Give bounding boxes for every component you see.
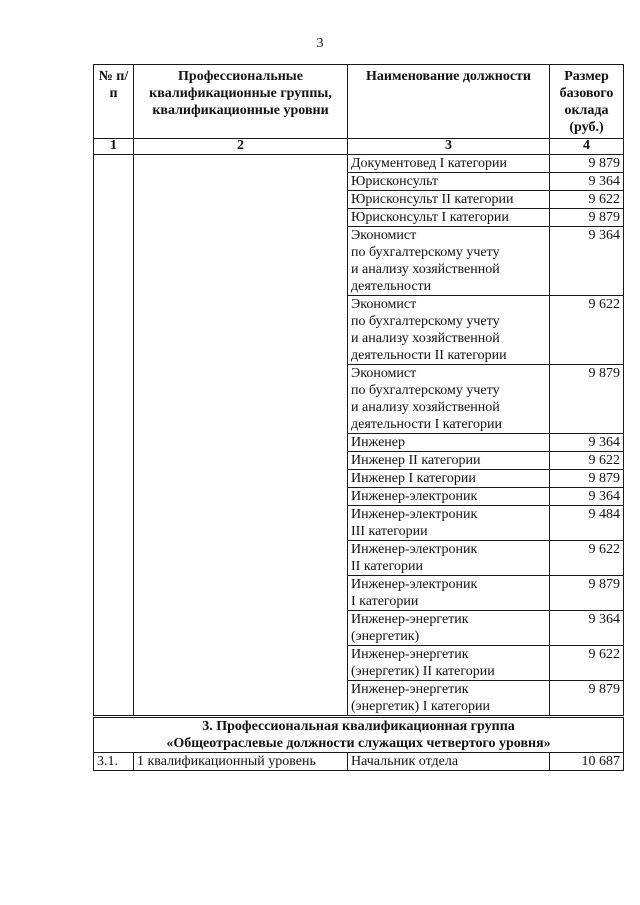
base-salary: 9 622 — [550, 646, 624, 681]
position-name-line: Инженер-энергетик — [351, 647, 469, 662]
base-salary: 9 622 — [550, 452, 624, 470]
group-heading-line: 3. Профессиональная квалификационная группа — [202, 719, 515, 734]
base-salary: 9 879 — [550, 365, 624, 434]
base-salary: 9 622 — [550, 541, 624, 576]
column-number: 1 — [94, 139, 134, 155]
position-name — [348, 191, 550, 209]
base-salary: 9 879 — [550, 681, 624, 717]
table-row — [94, 753, 624, 771]
row-number: 3.1. — [94, 753, 134, 771]
position-name-line: Инженер I категории — [351, 471, 476, 486]
position-name-line: (энергетик) II категории — [351, 664, 495, 679]
position-name-line: Документовед I категории — [351, 156, 507, 171]
position-name-line: и анализу хозяйственной — [351, 262, 500, 277]
group-heading — [94, 717, 624, 753]
base-salary: 9 879 — [550, 209, 624, 227]
salary-table — [93, 64, 624, 771]
position-name-line: (энергетик) I категории — [351, 699, 491, 714]
position-name-line: и анализу хозяйственной — [351, 400, 500, 415]
group-heading-line: «Общеотраслевые должности служащих четвертого уровня» — [166, 736, 551, 751]
base-salary: 9 879 — [550, 470, 624, 488]
header-number: № п/п — [94, 65, 134, 139]
position-name-line: Юрисконсульт — [351, 174, 439, 189]
position-name — [348, 227, 550, 296]
position-name-line: Инженер-энергетик — [351, 612, 469, 627]
position-name-line: I категории — [351, 594, 419, 609]
base-salary: 9 484 — [550, 506, 624, 541]
position-name: Начальник отдела — [348, 753, 550, 771]
position-name — [348, 173, 550, 191]
position-name — [348, 646, 550, 681]
page-number: 3 — [316, 36, 324, 51]
base-salary: 9 364 — [550, 173, 624, 191]
position-name — [348, 506, 550, 541]
position-name-line: Юрисконсульт I категории — [351, 210, 509, 225]
base-salary: 10 687 — [550, 753, 624, 771]
header-groups: Профессиональные квалификационные группы, квалификационные уровни — [134, 65, 348, 139]
position-name-line: Инженер — [351, 435, 406, 450]
position-name-line: Экономист — [351, 228, 417, 243]
position-name-line: деятельности I категории — [351, 417, 502, 432]
position-name — [348, 611, 550, 646]
position-name-line: Юрисконсульт II категории — [351, 192, 514, 207]
group-heading-row — [94, 717, 624, 753]
position-name — [348, 365, 550, 434]
position-name-line: Экономист — [351, 366, 417, 381]
position-name-line: по бухгалтерскому учету — [351, 383, 500, 398]
position-name-line: (энергетик) — [351, 629, 420, 644]
position-name-line: по бухгалтерскому учету — [351, 245, 500, 260]
position-name-line: Инженер II категории — [351, 453, 481, 468]
base-salary: 9 622 — [550, 296, 624, 365]
position-name-line: деятельности II категории — [351, 348, 507, 363]
table-row — [94, 155, 624, 173]
position-name-line: по бухгалтерскому учету — [351, 314, 500, 329]
base-salary: 9 364 — [550, 611, 624, 646]
position-name — [348, 434, 550, 452]
position-name — [348, 576, 550, 611]
position-name — [348, 541, 550, 576]
position-name-line: Экономист — [351, 297, 417, 312]
position-name-line: деятельности — [351, 279, 432, 294]
empty-number-cell — [94, 155, 134, 717]
base-salary: 9 364 — [550, 227, 624, 296]
position-name-line: и анализу хозяйственной — [351, 331, 500, 346]
position-name — [348, 470, 550, 488]
position-name-line: Инженер-электроник — [351, 542, 478, 557]
header-salary: Размер базового оклада (руб.) — [550, 65, 624, 139]
table-header-row — [94, 65, 624, 139]
base-salary: 9 879 — [550, 155, 624, 173]
position-name-line: Инженер-электроник — [351, 489, 478, 504]
position-name — [348, 452, 550, 470]
position-name-line: Инженер-энергетик — [351, 682, 469, 697]
column-number: 2 — [134, 139, 348, 155]
column-number: 4 — [550, 139, 624, 155]
position-name — [348, 155, 550, 173]
base-salary: 9 622 — [550, 191, 624, 209]
qualification-level: 1 квалификационный уровень — [134, 753, 348, 771]
position-name-line: Инженер-электроник — [351, 577, 478, 592]
position-name-line: Инженер-электроник — [351, 507, 478, 522]
position-name — [348, 681, 550, 717]
position-name — [348, 209, 550, 227]
position-name-line: III категории — [351, 524, 428, 539]
base-salary: 9 364 — [550, 488, 624, 506]
column-number-row — [94, 139, 624, 155]
base-salary: 9 364 — [550, 434, 624, 452]
header-position: Наименование должности — [348, 65, 550, 139]
base-salary: 9 879 — [550, 576, 624, 611]
empty-group-cell — [134, 155, 348, 717]
position-name — [348, 296, 550, 365]
position-name-line: II категории — [351, 559, 423, 574]
column-number: 3 — [348, 139, 550, 155]
position-name — [348, 488, 550, 506]
